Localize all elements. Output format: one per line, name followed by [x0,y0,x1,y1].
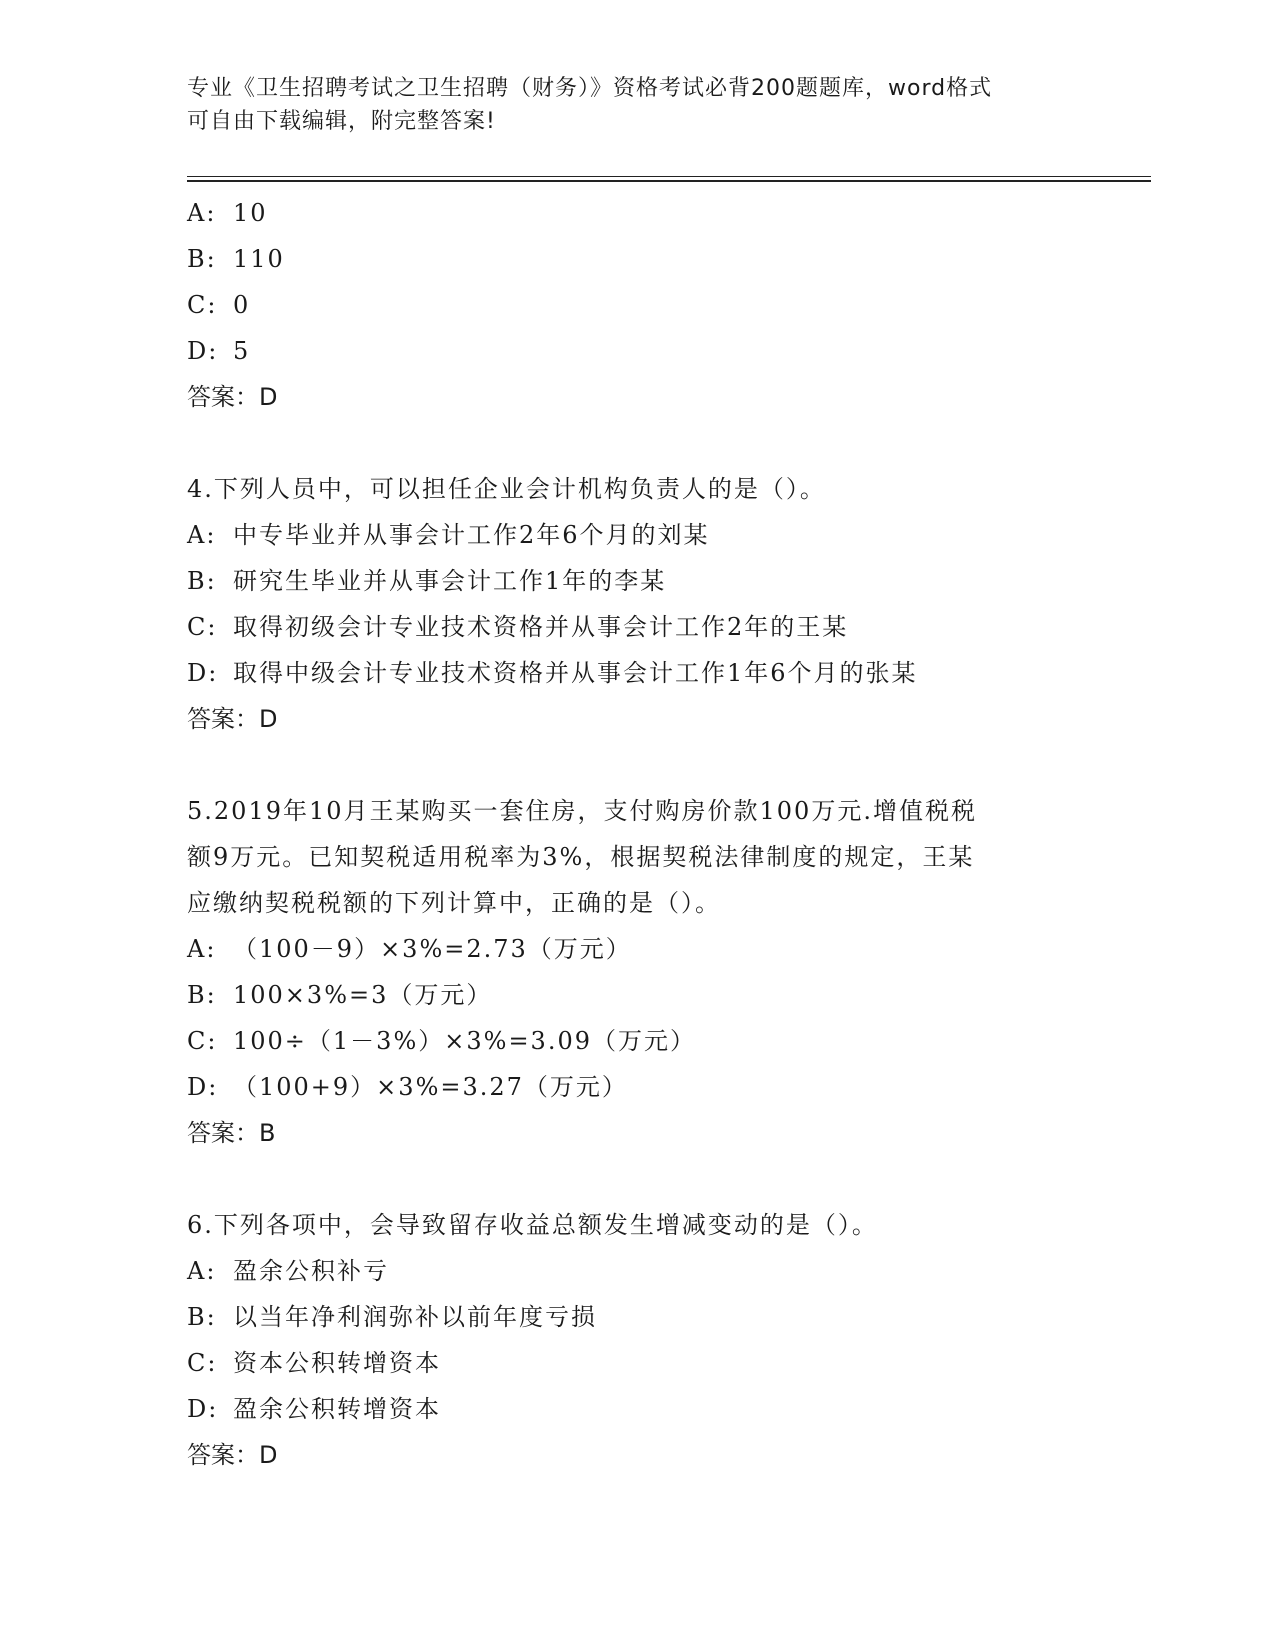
question-4 [187,466,1087,742]
question-3 [187,190,1087,420]
header-line-1: 专业《卫生招聘考试之卫生招聘（财务）》资格考试必背200题题库，word格式 [187,76,993,101]
option-text: 研究生毕业并从事会计工作1年的李某 [233,567,667,595]
option-b [187,558,1087,604]
option-label: D: [187,659,219,687]
option-a [187,512,1087,558]
option-c [187,604,1087,650]
option-text: 100÷（1－3%）×3%=3.09（万元） [233,1027,696,1055]
spacer [187,420,1087,466]
spacer [187,742,1087,788]
option-text: 取得初级会计专业技术资格并从事会计工作2年的王某 [233,613,849,641]
option-text: （100－9）×3%=2.73（万元） [233,935,632,963]
question-6 [187,1202,1087,1478]
option-a [187,926,1087,972]
option-text: （100+9）×3%=3.27（万元） [233,1073,628,1101]
option-label: A: [187,935,217,963]
header-line-2: 可自由下载编辑，附完整答案! [187,109,496,134]
option-text: 盈余公积补亏 [233,1257,389,1285]
header-divider-thin [187,176,1151,177]
option-a [187,1248,1087,1294]
question-5 [187,788,1087,1156]
option-label: C: [187,613,218,641]
option-d [187,1386,1087,1432]
option-text: 110 [233,245,285,273]
option-text: 取得中级会计专业技术资格并从事会计工作1年6个月的张某 [233,659,918,687]
option-text: 10 [233,199,268,227]
question-stem-line-1: 5.2019年10月王某购买一套住房，支付购房价款100万元.增值税税 [187,797,977,825]
option-text: 盈余公积转增资本 [233,1395,441,1423]
option-c [187,282,1087,328]
option-text: 0 [233,291,251,319]
answer-line: 答案：D [187,383,278,411]
option-d [187,1064,1087,1110]
header-divider-thick [187,180,1151,182]
answer-line: 答案：B [187,1119,276,1147]
option-label: D: [187,1395,219,1423]
option-label: B: [187,245,217,273]
answer-line: 答案：D [187,705,278,733]
option-b [187,972,1087,1018]
option-text: 资本公积转增资本 [233,1349,441,1377]
document-header [187,72,1087,138]
question-stem: 4.下列人员中，可以担任企业会计机构负责人的是（）。 [187,475,826,503]
option-d [187,328,1087,374]
option-label: A: [187,521,217,549]
option-b [187,1294,1087,1340]
option-label: D: [187,337,219,365]
option-label: C: [187,1027,218,1055]
question-stem-line-3: 应缴纳契税税额的下列计算中，正确的是（）。 [187,889,721,917]
option-label: B: [187,567,217,595]
option-label: C: [187,1349,218,1377]
spacer [187,1156,1087,1202]
option-text: 5 [233,337,251,365]
option-c [187,1018,1087,1064]
question-list [187,190,1087,1478]
option-label: C: [187,291,218,319]
question-stem: 6.下列各项中，会导致留存收益总额发生增减变动的是（）。 [187,1211,878,1239]
option-label: A: [187,199,217,227]
option-label: A: [187,1257,217,1285]
option-a [187,190,1087,236]
question-stem-line-2: 额9万元。已知契税适用税率为3%，根据契税法律制度的规定，王某 [187,843,975,871]
option-text: 中专毕业并从事会计工作2年6个月的刘某 [233,521,710,549]
answer-line: 答案：D [187,1441,278,1469]
option-text: 100×3%=3（万元） [233,981,493,1009]
option-text: 以当年净利润弥补以前年度亏损 [233,1303,597,1331]
option-c [187,1340,1087,1386]
option-label: B: [187,981,217,1009]
option-d [187,650,1087,696]
option-b [187,236,1087,282]
option-label: B: [187,1303,217,1331]
option-label: D: [187,1073,219,1101]
